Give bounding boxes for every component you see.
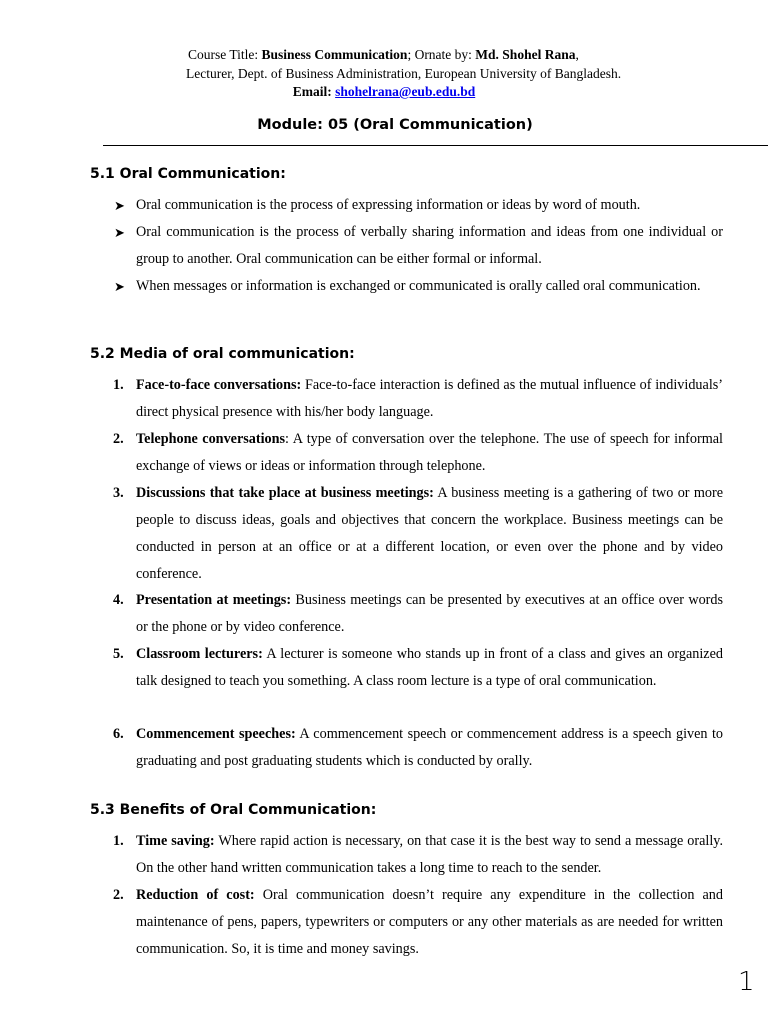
section-title-oral-communication: 5.1 Oral Communication: [90, 166, 286, 182]
list-number: 6. [113, 726, 124, 742]
author-suffix: , [575, 47, 579, 62]
list-item-term: Reduction of cost: [136, 887, 255, 903]
list-item-text: A lecturer is someone who stands up in front of a class and gives an organized talk designed to teach you something. A class room lecture is a type of oral communication. [136, 646, 723, 689]
list-item-text: Face-to-face interaction is defined as the mutual influence of individuals’ direct physical presence with his/her body language. [136, 377, 724, 420]
list-item [136, 641, 723, 695]
list-item-term: Presentation at meetings: [136, 592, 292, 608]
list-number: 5. [113, 646, 124, 662]
email-link[interactable]: shohelrana@eub.edu.bd [335, 84, 476, 99]
list-item-term: Commencement speeches: [136, 726, 296, 742]
list-item-text: Where rapid action is necessary, on that case it is the best way to send a message orally. On the other hand written communication takes a long time to reach to the sender. [136, 833, 723, 876]
bullet-arrow-icon: ➤ [114, 225, 125, 240]
list-item-text: A commencement speech or commencement address is a speech given to graduating and post graduating students which is conducted by orally. [136, 726, 723, 769]
list-number: 1. [113, 377, 124, 393]
list-item-term: Discussions that take place at business meetings: [136, 485, 434, 501]
email-label: Email: [292, 84, 332, 99]
bullet-item: When messages or information is exchanged or communicated is orally called oral communication. [136, 278, 701, 294]
bullet-item: Oral communication is the process of expressing information or ideas by word of mouth. [136, 197, 641, 213]
list-item-text: Business meetings can be presented by executives at an office over words or the phone or by video conference. [136, 592, 724, 635]
bullet-item: Oral communication is the process of verbally sharing information and ideas from one individual or group to another. Oral communication can be either formal or informal. [136, 224, 723, 267]
list-item [136, 828, 723, 882]
list-item-term: Classroom lecturers: [136, 646, 263, 662]
list-item [136, 372, 723, 426]
list-item-term: Face-to-face conversations: [136, 377, 302, 393]
header-divider [103, 145, 768, 146]
ornate-label: ; Ornate by: [407, 47, 472, 62]
affiliation-line: Lecturer, Dept. of Business Administration, European University of Bangladesh. [186, 66, 622, 81]
list-item-text: : A type of conversation over the telephone. The use of speech for informal exchange of views or ideas or information through telephone. [136, 431, 723, 474]
list-number: 4. [113, 592, 124, 608]
list-item [136, 426, 723, 480]
list-item-term: Telephone conversations [136, 431, 286, 447]
list-item [136, 882, 723, 963]
list-item [136, 587, 723, 641]
list-item [136, 721, 723, 775]
email-line [0, 83, 768, 101]
bullet-arrow-icon: ➤ [114, 279, 125, 294]
section-title-benefits: 5.3 Benefits of Oral Communication: [90, 802, 377, 818]
list-item-text: Oral communication doesn’t require any expenditure in the collection and maintenance of pens, papers, typewriters or computers or any other materials as are needed for written communication. So, it is time and money savings. [136, 887, 723, 957]
section-title-media: 5.2 Media of oral communication: [90, 346, 355, 362]
course-label: Course Title: [188, 47, 259, 62]
list-number: 1. [113, 833, 124, 849]
list-number: 3. [113, 485, 124, 501]
course-line [188, 46, 579, 64]
bullet-arrow-icon: ➤ [114, 198, 125, 213]
course-title: Business Communication [261, 47, 408, 62]
list-item [136, 480, 723, 588]
author-name: Md. Shohel Rana [475, 47, 576, 62]
list-number: 2. [113, 887, 124, 903]
page-number: 1 [738, 967, 755, 997]
list-item-term: Time saving: [136, 833, 215, 849]
list-number: 2. [113, 431, 124, 447]
module-title: Module: 05 (Oral Communication) [257, 117, 533, 133]
list-item-text: A business meeting is a gathering of two or more people to discuss ideas, goals and objectives that concern the workplace. Business meetings can be conducted in person at an office or at a different location, or even over the phone and by video conference. [136, 485, 723, 582]
